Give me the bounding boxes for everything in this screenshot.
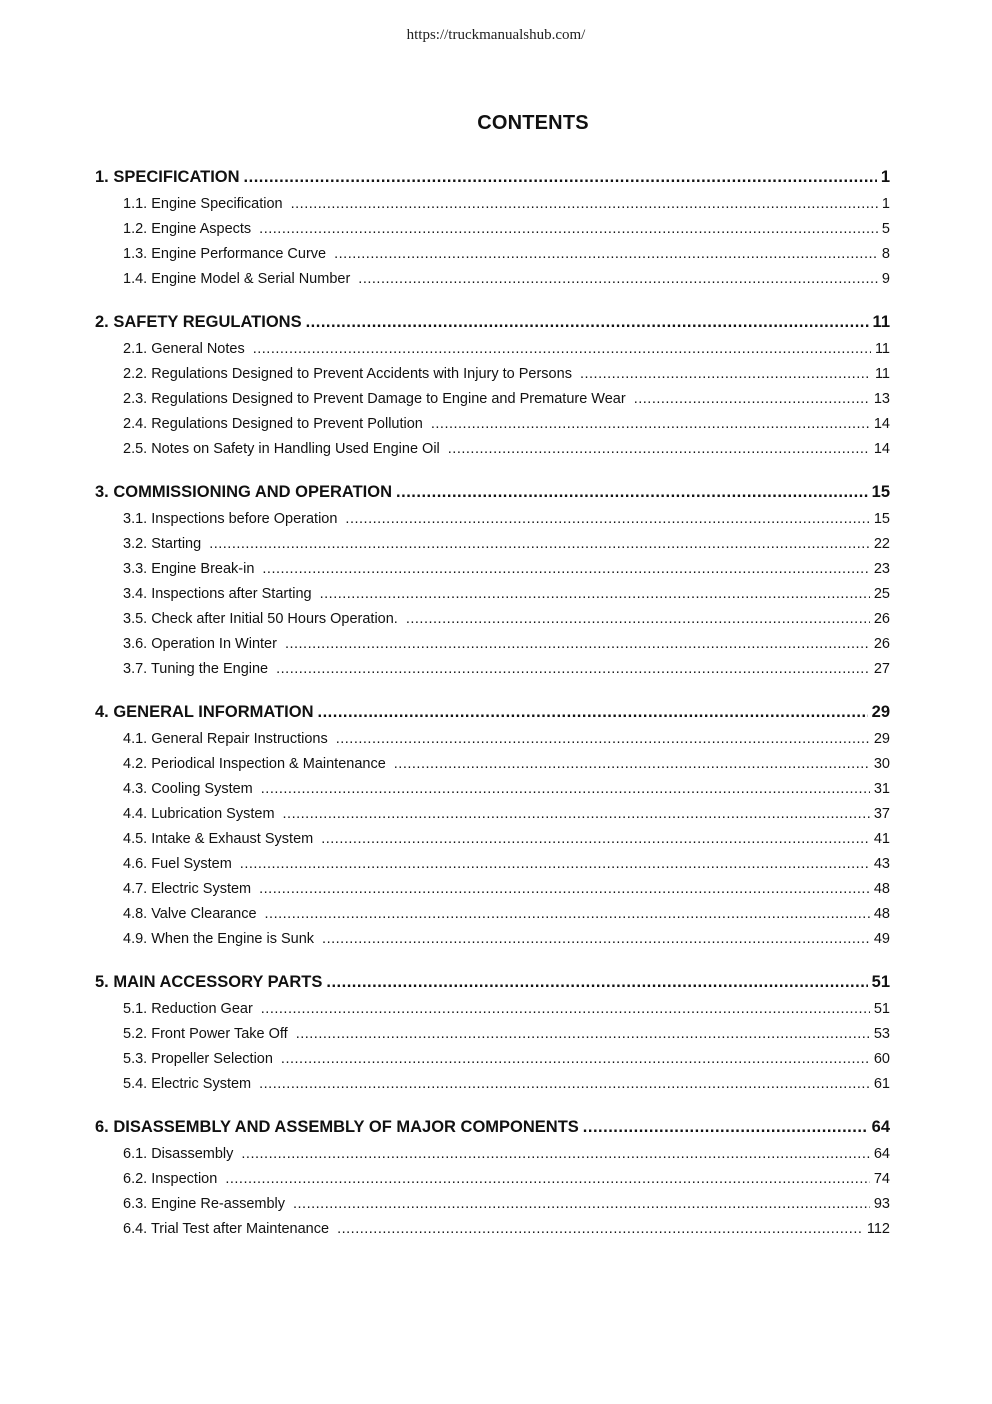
toc-leader-dots (261, 777, 870, 802)
toc-entry-page: 9 (881, 271, 890, 287)
toc-leader-dots (345, 507, 869, 532)
toc-leader-dots (336, 727, 870, 752)
toc-entry-label: 6.2. Inspection (123, 1171, 218, 1187)
toc-entry-page: 37 (873, 806, 890, 822)
toc-leader-dots (240, 852, 870, 877)
toc-leader-dots (634, 387, 870, 412)
toc-leader-dots (276, 657, 870, 682)
toc-leader-dots (265, 902, 870, 927)
toc-leader-dots (320, 582, 870, 607)
toc-entry[interactable] (95, 657, 890, 682)
toc-section-page: 1 (880, 168, 890, 186)
toc-leader-dots (291, 192, 878, 217)
toc-entry[interactable] (95, 192, 890, 217)
toc-section-label: 3. COMMISSIONING AND OPERATION (95, 483, 393, 501)
toc-entry[interactable] (95, 532, 890, 557)
toc-leader-dots (241, 1142, 869, 1167)
toc-leader-dots (262, 557, 869, 582)
header-url[interactable]: https://truckmanualshub.com/ (406, 27, 586, 43)
toc-entry-page: 60 (873, 1051, 890, 1067)
toc-entry-label: 5.4. Electric System (123, 1076, 252, 1092)
toc-entry-label: 3.6. Operation In Winter (123, 636, 277, 652)
toc-entry[interactable] (95, 727, 890, 752)
toc-section-page: 15 (871, 483, 890, 501)
toc-leader-dots (322, 927, 870, 952)
toc-entry-label: 5.1. Reduction Gear (123, 1001, 253, 1017)
toc-entry-label: 4.8. Valve Clearance (123, 906, 257, 922)
toc-entry-page: 1 (881, 196, 890, 212)
toc-entry-page: 14 (873, 416, 890, 432)
toc-entry[interactable] (95, 582, 890, 607)
toc-leader-dots (337, 1217, 863, 1242)
toc-section-page: 29 (871, 703, 890, 721)
toc-entry-label: 5.3. Propeller Selection (123, 1051, 273, 1067)
toc-section-page: 64 (871, 1118, 890, 1136)
toc-entry-label: 4.4. Lubrication System (123, 806, 275, 822)
toc-section (95, 698, 890, 952)
toc-section-page: 51 (871, 973, 890, 991)
toc-entry-label: 5.2. Front Power Take Off (123, 1026, 288, 1042)
toc-entry-page: 27 (873, 661, 890, 677)
toc-entry[interactable] (95, 927, 890, 952)
toc-leader-dots (261, 997, 870, 1022)
toc-section-label: 1. SPECIFICATION (95, 168, 240, 186)
toc-entry-label: 4.2. Periodical Inspection & Maintenance (123, 756, 386, 772)
toc-section (95, 163, 890, 292)
toc-entry-page: 53 (873, 1026, 890, 1042)
toc-entry-label: 3.5. Check after Initial 50 Hours Operation. (123, 611, 398, 627)
toc-section (95, 308, 890, 462)
toc-leader-dots (244, 163, 877, 191)
toc-entry-page: 26 (873, 636, 890, 652)
toc-entry[interactable] (95, 437, 890, 462)
toc-entry-label: 4.7. Electric System (123, 881, 252, 897)
toc-entry-page: 13 (873, 391, 890, 407)
toc-entry-page: 15 (873, 511, 890, 527)
toc-entry-page: 48 (873, 881, 890, 897)
toc-entry-label: 3.7. Tuning the Engine (123, 661, 269, 677)
toc-entry-page: 61 (873, 1076, 890, 1092)
toc-section-label: 2. SAFETY REGULATIONS (95, 313, 302, 331)
toc-leader-dots (296, 1022, 870, 1047)
toc-entry-label: 1.4. Engine Model & Serial Number (123, 271, 351, 287)
toc-entry-label: 6.1. Disassembly (123, 1146, 234, 1162)
toc-leader-dots (580, 362, 871, 387)
toc-leader-dots (326, 968, 867, 996)
toc-leader-dots (358, 267, 878, 292)
toc-entry-page: 8 (881, 246, 890, 262)
toc-entry-page: 5 (881, 221, 890, 237)
toc-entry[interactable] (95, 632, 890, 657)
toc-entry[interactable] (95, 507, 890, 532)
toc-leader-dots (285, 632, 870, 657)
toc-entry-label: 3.4. Inspections after Starting (123, 586, 312, 602)
toc-section (95, 968, 890, 1097)
toc-entry[interactable] (95, 1217, 890, 1242)
toc-leader-dots (283, 802, 870, 827)
toc-leader-dots (281, 1047, 870, 1072)
toc-entry-label: 6.3. Engine Re-assembly (123, 1196, 285, 1212)
toc-entry[interactable] (95, 802, 890, 827)
toc-entry-label: 1.1. Engine Specification (123, 196, 283, 212)
toc-entry-page: 31 (873, 781, 890, 797)
toc-section-heading[interactable] (95, 163, 890, 191)
toc-leader-dots (431, 412, 870, 437)
toc-entry-label: 2.3. Regulations Designed to Prevent Damage to Engine and Premature Wear (123, 391, 626, 407)
toc-entry[interactable] (95, 557, 890, 582)
toc-entry-page: 30 (873, 756, 890, 772)
toc-entry-page: 112 (866, 1221, 890, 1237)
toc-leader-dots (321, 827, 870, 852)
toc-leader-dots (209, 532, 870, 557)
toc-leader-dots (259, 1072, 870, 1097)
toc-entry-label: 2.5. Notes on Safety in Handling Used Engine Oil (123, 441, 440, 457)
toc-entry[interactable] (95, 902, 890, 927)
toc-leader-dots (396, 478, 868, 506)
toc-leader-dots (293, 1192, 870, 1217)
table-of-contents (95, 163, 890, 1258)
toc-entry[interactable] (95, 777, 890, 802)
toc-entry-page: 22 (873, 536, 890, 552)
toc-section-heading[interactable] (95, 698, 890, 726)
toc-entry-page: 64 (873, 1146, 890, 1162)
toc-entry-page: 43 (873, 856, 890, 872)
toc-entry-page: 23 (873, 561, 890, 577)
toc-entry[interactable] (95, 337, 890, 362)
toc-entry-page: 11 (874, 366, 890, 382)
toc-entry-label: 3.3. Engine Break-in (123, 561, 255, 577)
toc-entry-page: 11 (874, 341, 890, 357)
toc-section (95, 478, 890, 682)
toc-entry-page: 25 (873, 586, 890, 602)
toc-leader-dots (306, 308, 869, 336)
toc-entry[interactable] (95, 607, 890, 632)
toc-section-label: 5. MAIN ACCESSORY PARTS (95, 973, 323, 991)
toc-entry-page: 14 (873, 441, 890, 457)
toc-entry-label: 4.9. When the Engine is Sunk (123, 931, 315, 947)
toc-section-label: 6. DISASSEMBLY AND ASSEMBLY OF MAJOR COMPONENTS (95, 1118, 579, 1136)
toc-section-heading[interactable] (95, 968, 890, 996)
toc-entry[interactable] (95, 1142, 890, 1167)
toc-entry-page: 49 (873, 931, 890, 947)
toc-leader-dots (448, 437, 870, 462)
toc-entry-label: 2.4. Regulations Designed to Prevent Pollution (123, 416, 423, 432)
toc-entry-page: 26 (873, 611, 890, 627)
toc-entry-label: 3.2. Starting (123, 536, 202, 552)
toc-entry[interactable] (95, 852, 890, 877)
toc-leader-dots (225, 1167, 870, 1192)
toc-entry[interactable] (95, 362, 890, 387)
toc-entry[interactable] (95, 877, 890, 902)
toc-entry[interactable] (95, 1022, 890, 1047)
toc-entry-label: 2.1. General Notes (123, 341, 245, 357)
toc-entry[interactable] (95, 1167, 890, 1192)
toc-entry[interactable] (95, 1072, 890, 1097)
toc-section (95, 1113, 890, 1242)
toc-entry[interactable] (95, 267, 890, 292)
toc-entry-label: 4.5. Intake & Exhaust System (123, 831, 314, 847)
toc-entry-label: 6.4. Trial Test after Maintenance (123, 1221, 330, 1237)
toc-entry-page: 41 (873, 831, 890, 847)
toc-entry-page: 48 (873, 906, 890, 922)
toc-entry[interactable] (95, 412, 890, 437)
toc-entry[interactable] (95, 997, 890, 1022)
toc-entry[interactable] (95, 827, 890, 852)
toc-entry-label: 4.1. General Repair Instructions (123, 731, 328, 747)
toc-leader-dots (394, 752, 870, 777)
toc-leader-dots (259, 217, 878, 242)
toc-leader-dots (406, 607, 870, 632)
toc-entry-label: 4.6. Fuel System (123, 856, 232, 872)
toc-entry-page: 74 (873, 1171, 890, 1187)
toc-entry[interactable] (95, 752, 890, 777)
toc-entry-label: 4.3. Cooling System (123, 781, 253, 797)
toc-section-heading[interactable] (95, 1113, 890, 1141)
toc-section-heading[interactable] (95, 308, 890, 336)
toc-entry-label: 1.2. Engine Aspects (123, 221, 252, 237)
toc-entry-label: 2.2. Regulations Designed to Prevent Accidents with Injury to Persons (123, 366, 572, 382)
toc-entry[interactable] (95, 217, 890, 242)
toc-entry-page: 51 (873, 1001, 890, 1017)
toc-entry[interactable] (95, 1047, 890, 1072)
toc-section-page: 11 (872, 313, 890, 331)
toc-entry-page: 29 (873, 731, 890, 747)
toc-entry[interactable] (95, 387, 890, 412)
page-title: CONTENTS (477, 112, 589, 134)
toc-entry-page: 93 (873, 1196, 890, 1212)
toc-section-heading[interactable] (95, 478, 890, 506)
toc-leader-dots (259, 877, 870, 902)
toc-leader-dots (317, 698, 867, 726)
toc-entry-label: 1.3. Engine Performance Curve (123, 246, 327, 262)
toc-entry-label: 3.1. Inspections before Operation (123, 511, 338, 527)
toc-leader-dots (334, 242, 878, 267)
toc-section-label: 4. GENERAL INFORMATION (95, 703, 314, 721)
toc-leader-dots (583, 1113, 868, 1141)
toc-entry[interactable] (95, 242, 890, 267)
toc-leader-dots (253, 337, 871, 362)
toc-entry[interactable] (95, 1192, 890, 1217)
